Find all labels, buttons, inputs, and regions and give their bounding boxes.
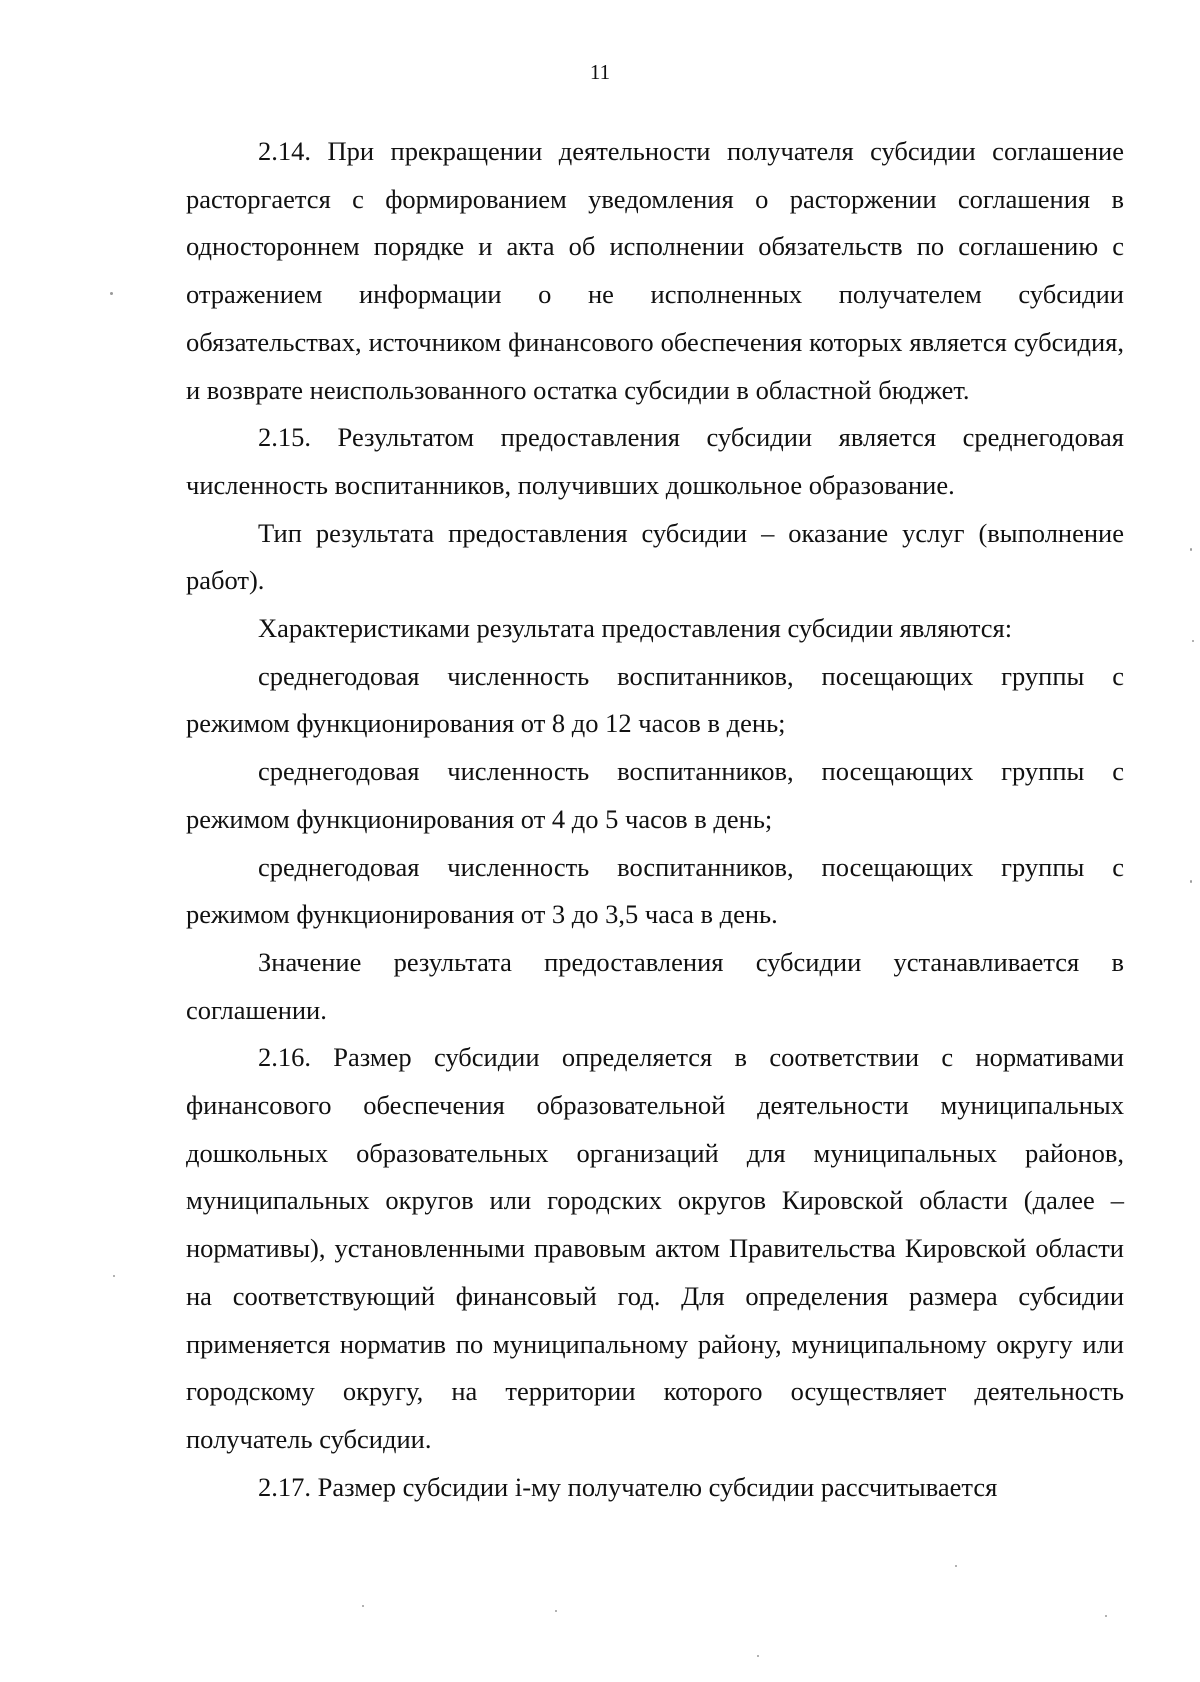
paragraph-2-17: 2.17. Размер субсидии i-му получателю субсидии рассчитывается	[258, 1471, 998, 1502]
scan-speck	[113, 1275, 115, 1277]
page-number: 11	[589, 60, 611, 84]
scan-speck	[1105, 1615, 1107, 1617]
scan-speck	[955, 1565, 957, 1567]
scan-speck	[1192, 640, 1194, 642]
scan-speck	[1190, 880, 1192, 883]
paragraph-2-16: 2.16. Размер субсидии определяется в соответствии с нормативами финансового обеспечения образовательной деятельности муниципальных дошкольных образовательных организаций для муниципальных районов, муниципальных округов или городских округов Кировской области (далее – нормативы), установленными правовым актом Правительства Кировской области на соответствующий финансовый год. Для определения размера субсидии применяется норматив по муниципальному району, муниципальному округу или городскому округу, на территории которого осуществляет деятельность получатель субсидии.	[186, 1042, 1124, 1454]
paragraph-characteristic-8-12: среднегодовая численность воспитанников, посещающих группы с режимом функционирования от 8 до 12 часов в день;	[186, 660, 1124, 739]
paragraph-characteristics-intro: Характеристиками результата предоставления субсидии являются:	[258, 613, 1013, 644]
paragraph-characteristic-3-3-5: среднегодовая численность воспитанников, посещающих группы с режимом функционирования от 3 до 3,5 часа в день.	[186, 851, 1124, 930]
scan-speck	[555, 1610, 557, 1612]
paragraph-2-15: 2.15. Результатом предоставления субсидии является среднегодовая численность воспитанников, получивших дошкольное образование.	[186, 422, 1124, 500]
paragraph-result-value: Значение результата предоставления субсидии устанавливается в соглашении.	[186, 946, 1124, 1025]
scan-speck	[110, 292, 113, 295]
paragraph-2-14: 2.14. При прекращении деятельности получателя субсидии соглашение расторгается с формированием уведомления о расторжении соглашения в одностороннем порядке и акта об исполнении обязательств по соглашению с отражением информации о не исполненных получателем субсидии обязательствах, источником финансового обеспечения которых является субсидия, и возврате неиспользованного остатка субсидии в областной бюджет.	[186, 136, 1124, 405]
document-body	[186, 128, 1124, 1511]
scan-speck	[757, 1655, 759, 1657]
scan-speck	[362, 1605, 364, 1607]
paragraph-result-type: Тип результата предоставления субсидии – оказание услуг (выполнение работ).	[186, 517, 1124, 596]
paragraph-characteristic-4-5: среднегодовая численность воспитанников, посещающих группы с режимом функционирования от 4 до 5 часов в день;	[186, 756, 1124, 834]
scan-speck	[1190, 548, 1192, 551]
